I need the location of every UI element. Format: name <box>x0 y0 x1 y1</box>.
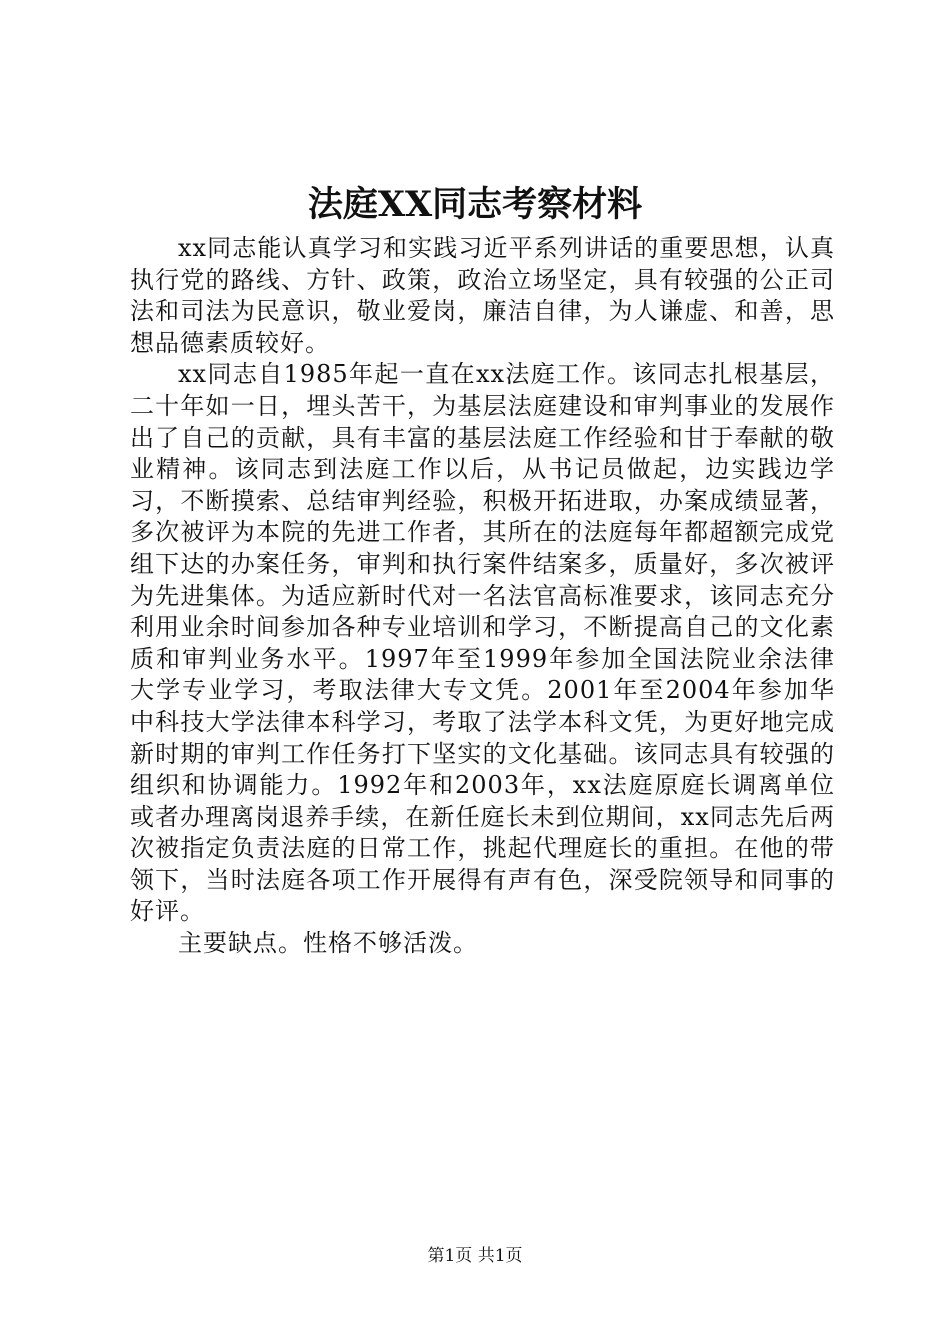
page-footer: 第1页 共1页 <box>427 1246 523 1266</box>
paragraph-2: xx同志自1985年起一直在xx法庭工作。该同志扎根基层，二十年如一日，埋头苦干，为基层法庭建设和审判事业的发展作出了自己的贡献，具有丰富的基层法庭工作经验和甘于奉献的敬业精神。该同志到法庭工作以后，从书记员做起，边实践边学习，不断摸索、总结审判经验，积极开拓进取，办案成绩显著，多次被评为本院的先进工作者，其所在的法庭每年都超额完成党组下达的办案任务，审判和执行案件结案多，质量好，多次被评为先进集体。为适应新时代对一名法官高标准要求，该同志充分利用业余时间参加各种专业培训和学习，不断提高自己的文化素质和审判业务水平。1997年至1999年参加全国法院业余法律大学专业学习，考取法律大专文凭。2001年至2004年参加华中科技大学法律本科学习，考取了法学本科文凭，为更好地完成新时期的审判工作任务打下坚实的文化基础。该同志具有较强的组织和协调能力。1992年和2003年，xx法庭原庭长调离单位或者办理离岗退养手续，在新任庭长未到位期间，xx同志先后两次被指定负责法庭的日常工作，挑起代理庭长的重担。在他的带领下，当时法庭各项工作开展得有声有色，深受院领导和同事的好评。 <box>130 360 835 926</box>
paragraph-1: xx同志能认真学习和实践习近平系列讲话的重要思想，认真执行党的路线、方针、政策，政治立场坚定，具有较强的公正司法和司法为民意识，敬业爱岗，廉洁自律，为人谦虚、和善，思想品德素质较好。 <box>130 234 835 357</box>
document-body <box>130 233 835 960</box>
paragraph-3: 主要缺点。性格不够活泼。 <box>178 929 478 958</box>
document-title: 法庭XX同志考察材料 <box>307 184 643 225</box>
